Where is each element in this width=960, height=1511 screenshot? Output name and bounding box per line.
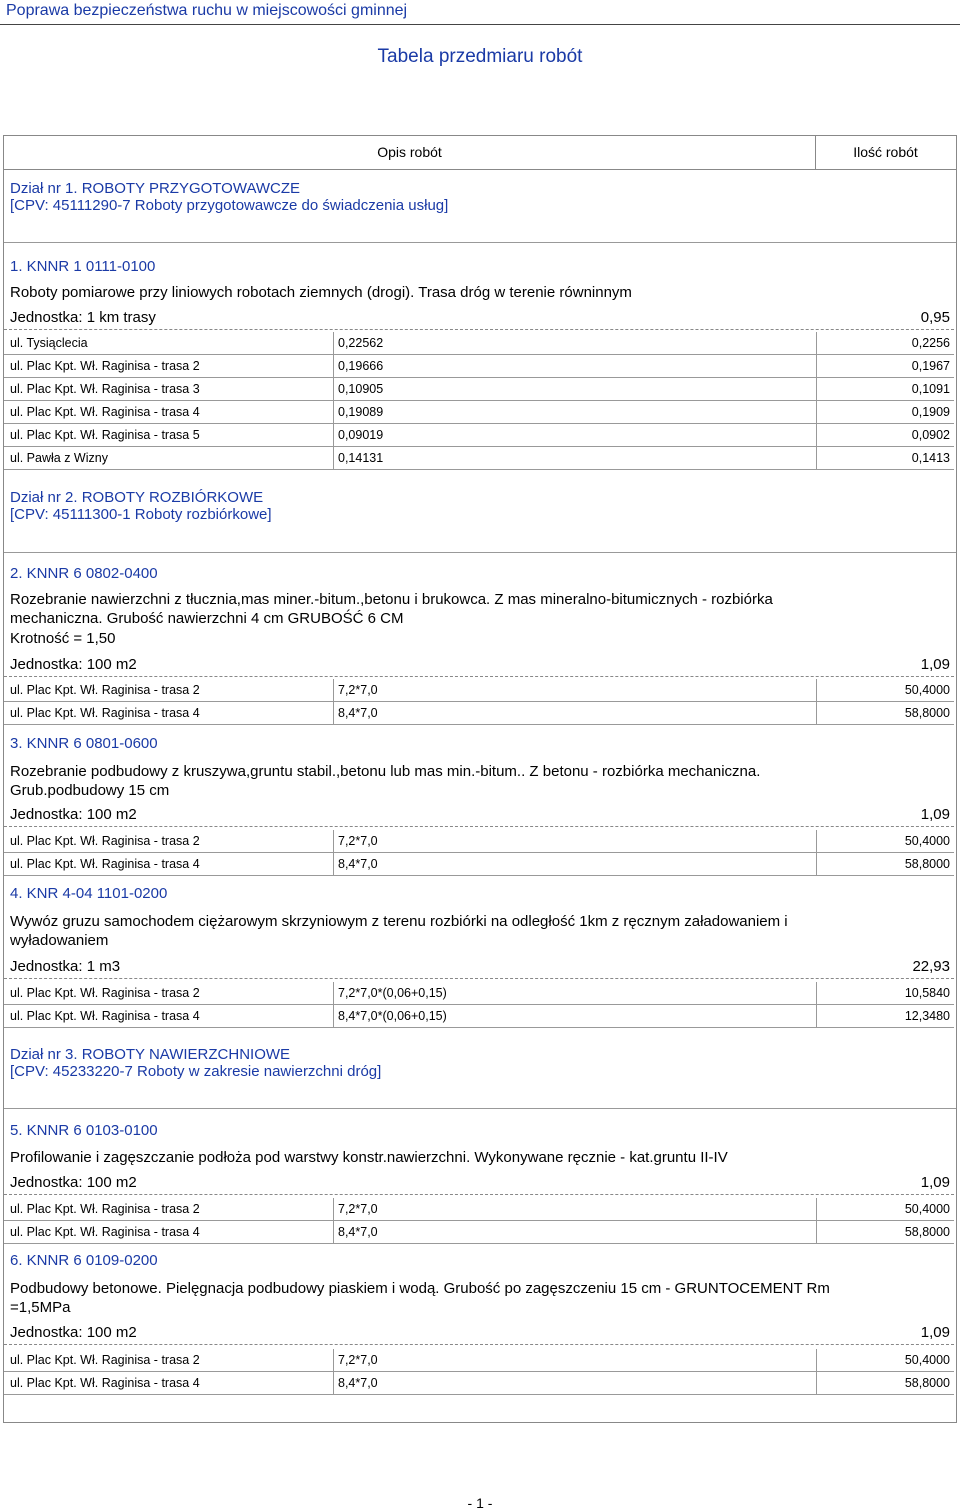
position-description: Roboty pomiarowe przy liniowych robotach ziemnych (drogi). Trasa dróg w terenie równinnym	[10, 284, 632, 301]
row-location: ul. Plac Kpt. Wł. Raginisa - trasa 2	[10, 683, 200, 697]
row-expression: 8,4*7,0*(0,06+0,15)	[338, 1009, 447, 1023]
unit-label: Jednostka: 1 km trasy	[10, 309, 156, 326]
row-divider	[4, 552, 956, 553]
position-code: 2. KNNR 6 0802-0400	[10, 565, 158, 582]
row-expression: 8,4*7,0	[338, 1225, 378, 1239]
section-label: Dział nr 1.	[10, 180, 78, 197]
row-location: ul. Plac Kpt. Wł. Raginisa - trasa 4	[10, 1376, 200, 1390]
section-heading	[10, 489, 272, 523]
row-result: 12,3480	[904, 1009, 950, 1023]
measurement-row	[4, 1005, 954, 1028]
row-expression: 7,2*7,0*(0,06+0,15)	[338, 986, 447, 1000]
row-location: ul. Tysiąclecia	[10, 336, 88, 350]
unit-total: 22,93	[912, 958, 950, 975]
section-name: ROBOTY ROZBIÓRKOWE	[81, 489, 264, 506]
row-result: 50,4000	[904, 683, 950, 697]
row-expression: 7,2*7,0	[338, 1353, 378, 1367]
measurement-row	[4, 1372, 954, 1395]
position-code: 5. KNNR 6 0103-0100	[10, 1122, 158, 1139]
row-location: ul. Plac Kpt. Wł. Raginisa - trasa 5	[10, 428, 200, 442]
section-label: Dział nr 3.	[10, 1046, 78, 1063]
row-location: ul. Plac Kpt. Wł. Raginisa - trasa 2	[10, 986, 200, 1000]
row-expression: 0,19666	[338, 359, 384, 373]
position-code: 4. KNR 4-04 1101-0200	[10, 885, 168, 902]
unit-line	[4, 307, 954, 330]
page-title: Tabela przedmiaru robót	[377, 46, 583, 67]
row-expression: 0,09019	[338, 428, 384, 442]
position-description: Rozebranie podbudowy z kruszywa,gruntu stabil.,betonu lub mas min.-bitum.. Z betonu - rozbiórka mechaniczna. Grub.podbudowy 15 cm	[10, 763, 761, 799]
row-divider	[4, 1108, 956, 1109]
row-result: 50,4000	[904, 834, 950, 848]
page-number: - 1 -	[467, 1495, 493, 1511]
column-header-description: Opis robót	[4, 136, 816, 170]
measurement-row	[4, 830, 954, 853]
section-heading	[10, 1046, 381, 1080]
measurement-row	[4, 1349, 954, 1372]
row-location: ul. Plac Kpt. Wł. Raginisa - trasa 3	[10, 382, 200, 396]
unit-line	[4, 654, 954, 677]
unit-label: Jednostka: 100 m2	[10, 656, 137, 673]
row-result: 58,8000	[904, 706, 950, 720]
row-expression: 7,2*7,0	[338, 683, 378, 697]
unit-total: 0,95	[920, 309, 950, 326]
unit-label: Jednostka: 100 m2	[10, 1174, 137, 1191]
row-result: 58,8000	[904, 857, 950, 871]
unit-total: 1,09	[920, 806, 950, 823]
row-location: ul. Plac Kpt. Wł. Raginisa - trasa 2	[10, 1353, 200, 1367]
header-divider	[0, 24, 960, 25]
row-result: 50,4000	[904, 1202, 950, 1216]
unit-total: 1,09	[920, 1174, 950, 1191]
measurement-row	[4, 702, 954, 725]
position-description: Rozebranie nawierzchni z tłucznia,mas miner.-bitum.,betonu i brukowca. Z mas mineralno-bitumicznych - rozbiórka mechaniczna. Grubość nawierzchni 4 cm GRUBOŚĆ 6 CM	[10, 591, 773, 627]
measurement-row	[4, 332, 954, 355]
measurement-row	[4, 424, 954, 447]
section-name: ROBOTY PRZYGOTOWAWCZE	[81, 180, 301, 197]
column-header-quantity: Ilość robót	[815, 136, 956, 170]
row-result: 0,2256	[911, 336, 950, 350]
row-location: ul. Plac Kpt. Wł. Raginisa - trasa 2	[10, 359, 200, 373]
position-code: 6. KNNR 6 0109-0200	[10, 1252, 158, 1269]
unit-label: Jednostka: 100 m2	[10, 806, 137, 823]
section-label: Dział nr 2.	[10, 489, 78, 506]
unit-line	[4, 1322, 954, 1345]
row-expression: 0,22562	[338, 336, 384, 350]
unit-line	[4, 804, 954, 827]
measurement-row	[4, 447, 954, 470]
row-expression: 8,4*7,0	[338, 706, 378, 720]
unit-line	[4, 956, 954, 979]
measurement-row	[4, 853, 954, 876]
measurement-row	[4, 378, 954, 401]
row-expression: 0,10905	[338, 382, 384, 396]
row-result: 0,1909	[911, 405, 950, 419]
measurement-row	[4, 1198, 954, 1221]
row-result: 0,0902	[911, 428, 950, 442]
row-location: ul. Plac Kpt. Wł. Raginisa - trasa 2	[10, 834, 200, 848]
position-code: 3. KNNR 6 0801-0600	[10, 735, 158, 752]
row-result: 0,1091	[911, 382, 950, 396]
position-code: 1. KNNR 1 0111-0100	[10, 258, 156, 275]
measurement-row	[4, 355, 954, 378]
unit-line	[4, 1172, 954, 1195]
row-location: ul. Pawła z Wizny	[10, 451, 108, 465]
row-location: ul. Plac Kpt. Wł. Raginisa - trasa 2	[10, 1202, 200, 1216]
row-location: ul. Plac Kpt. Wł. Raginisa - trasa 4	[10, 706, 200, 720]
unit-total: 1,09	[920, 656, 950, 673]
measurement-row	[4, 401, 954, 424]
position-description: Wywóz gruzu samochodem ciężarowym skrzyniowym z terenu rozbiórki na odległość 1km z ręcznym załadowaniem i wyładowaniem	[10, 913, 788, 949]
position-description: Podbudowy betonowe. Pielęgnacja podbudowy piaskiem i wodą. Grubość po zagęszczeniu 15 cm - GRUNTOCEMENT Rm =1,5MPa	[10, 1280, 830, 1316]
row-expression: 8,4*7,0	[338, 857, 378, 871]
row-result: 10,5840	[904, 986, 950, 1000]
row-result: 50,4000	[904, 1353, 950, 1367]
row-result: 0,1413	[911, 451, 950, 465]
row-expression: 8,4*7,0	[338, 1376, 378, 1390]
measurement-row	[4, 982, 954, 1005]
row-expression: 0,14131	[338, 451, 384, 465]
row-result: 0,1967	[911, 359, 950, 373]
measurement-row	[4, 1221, 954, 1244]
unit-label: Jednostka: 100 m2	[10, 1324, 137, 1341]
section-cpv: [CPV: 45111290-7 Roboty przygotowawcze do świadczenia usług]	[10, 197, 449, 214]
unit-label: Jednostka: 1 m3	[10, 958, 121, 975]
row-divider	[4, 242, 956, 243]
measurement-row	[4, 679, 954, 702]
row-location: ul. Plac Kpt. Wł. Raginisa - trasa 4	[10, 1009, 200, 1023]
position-description: Profilowanie i zagęszczanie podłoża pod warstwy konstr.nawierzchni. Wykonywane ręcznie - kat.gruntu II-IV	[10, 1149, 728, 1166]
unit-total: 1,09	[920, 1324, 950, 1341]
row-location: ul. Plac Kpt. Wł. Raginisa - trasa 4	[10, 405, 200, 419]
section-cpv: [CPV: 45233220-7 Roboty w zakresie nawierzchni dróg]	[10, 1063, 382, 1080]
row-expression: 7,2*7,0	[338, 1202, 378, 1216]
document-header: Poprawa bezpieczeństwa ruchu w miejscowości gminnej	[6, 2, 408, 19]
row-expression: 7,2*7,0	[338, 834, 378, 848]
bill-of-quantities-table	[3, 135, 957, 1423]
section-cpv: [CPV: 45111300-1 Roboty rozbiórkowe]	[10, 506, 272, 523]
section-heading	[10, 180, 448, 214]
position-multiplier: Krotność = 1,50	[10, 630, 116, 647]
row-location: ul. Plac Kpt. Wł. Raginisa - trasa 4	[10, 1225, 200, 1239]
row-location: ul. Plac Kpt. Wł. Raginisa - trasa 4	[10, 857, 200, 871]
row-result: 58,8000	[904, 1225, 950, 1239]
section-name: ROBOTY NAWIERZCHNIOWE	[81, 1046, 291, 1063]
row-expression: 0,19089	[338, 405, 384, 419]
row-result: 58,8000	[904, 1376, 950, 1390]
